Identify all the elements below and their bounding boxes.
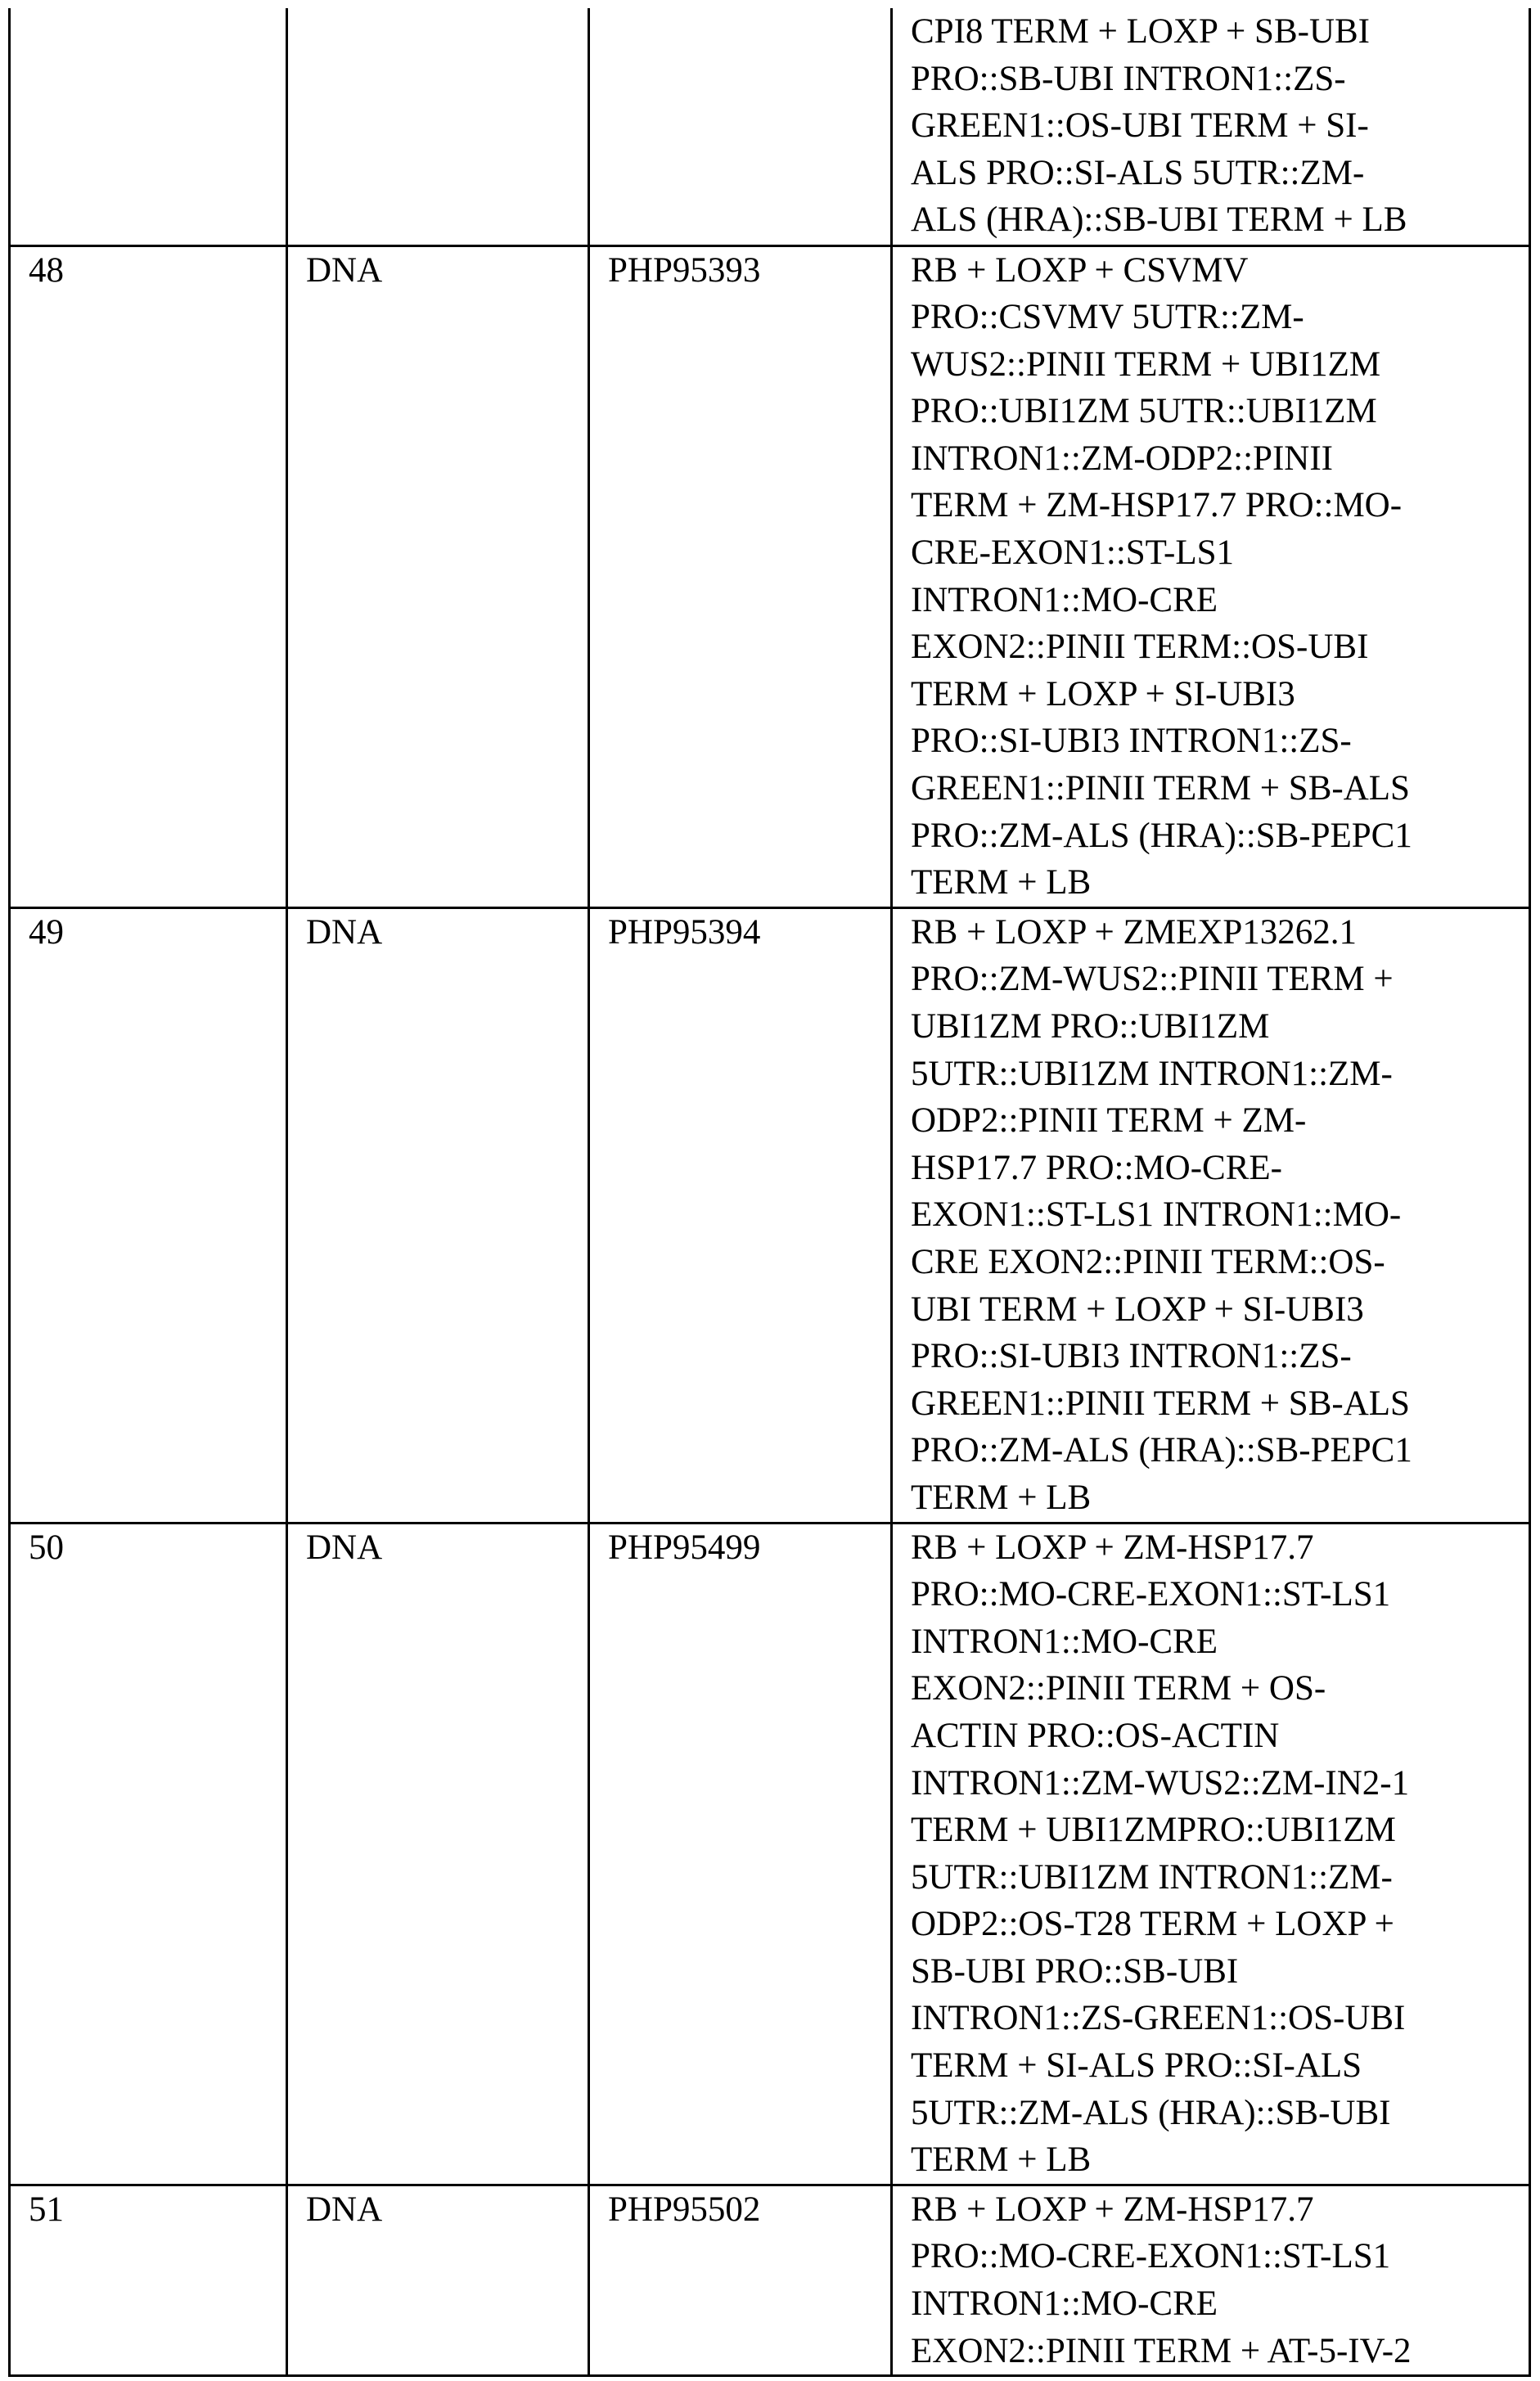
description-cell — [892, 245, 1530, 907]
table-row — [10, 2185, 1530, 2375]
seq-id-cell: 51 — [10, 2185, 287, 2375]
description-line: 5UTR::UBI1ZM INTRON1::ZM- — [911, 1857, 1393, 1897]
sequence-table — [8, 8, 1531, 2377]
description-line: GREEN1::OS-UBI TERM + SI- — [911, 106, 1369, 146]
description-line: RB + LOXP + ZM-HSP17.7 — [911, 2190, 1314, 2229]
description-line: PRO::ZM-ALS (HRA)::SB-PEPC1 — [911, 1431, 1412, 1470]
description-line: EXON1::ST-LS1 INTRON1::MO- — [911, 1195, 1402, 1235]
description-line: UBI TERM + LOXP + SI-UBI3 — [911, 1290, 1364, 1329]
type-cell: DNA — [287, 245, 589, 907]
description-line: ALS (HRA)::SB-UBI TERM + LB — [911, 200, 1407, 240]
name-cell: PHP95499 — [589, 1523, 892, 2185]
description-cell — [892, 8, 1530, 245]
table-row — [10, 8, 1530, 245]
description-line: ALS PRO::SI-ALS 5UTR::ZM- — [911, 153, 1365, 192]
description-cell — [892, 1523, 1530, 2185]
description-line: INTRON1::MO-CRE — [911, 2284, 1218, 2324]
name-cell: PHP95394 — [589, 907, 892, 1523]
description-line: EXON2::PINII TERM + OS- — [911, 1669, 1326, 1708]
description-line: ACTIN PRO::OS-ACTIN — [911, 1716, 1280, 1755]
description-line: INTRON1::MO-CRE — [911, 580, 1218, 619]
description-line: ODP2::PINII TERM + ZM- — [911, 1101, 1307, 1141]
description-line: EXON2::PINII TERM::OS-UBI — [911, 628, 1369, 667]
table-row — [10, 1523, 1530, 2185]
description-line: UBI1ZM PRO::UBI1ZM — [911, 1007, 1270, 1046]
description-line: 5UTR::UBI1ZM INTRON1::ZM- — [911, 1054, 1393, 1093]
name-cell: PHP95502 — [589, 2185, 892, 2375]
description-line: PRO::MO-CRE-EXON1::ST-LS1 — [911, 2237, 1391, 2276]
description-line: CRE-EXON1::ST-LS1 — [911, 533, 1234, 573]
description-line: TERM + SI-ALS PRO::SI-ALS — [911, 2046, 1362, 2086]
seq-id-cell: 48 — [10, 245, 287, 907]
description-line: TERM + ZM-HSP17.7 PRO::MO- — [911, 486, 1403, 525]
description-line: PRO::SI-UBI3 INTRON1::ZS- — [911, 1337, 1352, 1376]
table-row — [10, 245, 1530, 907]
description-line: INTRON1::ZM-ODP2::PINII — [911, 439, 1333, 478]
description-line: INTRON1::ZS-GREEN1::OS-UBI — [911, 1999, 1406, 2038]
description-cell — [892, 907, 1530, 1523]
description-line: CRE EXON2::PINII TERM::OS- — [911, 1242, 1385, 1281]
type-cell: DNA — [287, 1523, 589, 2185]
description-line: PRO::ZM-ALS (HRA)::SB-PEPC1 — [911, 816, 1412, 855]
type-cell: DNA — [287, 907, 589, 1523]
description-line: 5UTR::ZM-ALS (HRA)::SB-UBI — [911, 2093, 1391, 2132]
description-line: TERM + LB — [911, 2140, 1092, 2180]
description-line: ODP2::OS-T28 TERM + LOXP + — [911, 1905, 1394, 1944]
description-line: CPI8 TERM + LOXP + SB-UBI — [911, 12, 1370, 51]
description-line: TERM + LOXP + SI-UBI3 — [911, 674, 1295, 713]
description-line: PRO::SB-UBI INTRON1::ZS- — [911, 59, 1346, 98]
description-cell — [892, 2185, 1530, 2375]
description-line: PRO::UBI1ZM 5UTR::UBI1ZM — [911, 392, 1377, 431]
description-line: GREEN1::PINII TERM + SB-ALS — [911, 769, 1410, 808]
seq-id-cell: 50 — [10, 1523, 287, 2185]
description-line: TERM + LB — [911, 863, 1092, 902]
seq-id-cell: 49 — [10, 907, 287, 1523]
name-cell — [589, 8, 892, 245]
description-line: EXON2::PINII TERM + AT-5-IV-2 — [911, 2331, 1412, 2370]
table-row — [10, 907, 1530, 1523]
description-line: RB + LOXP + ZM-HSP17.7 — [911, 1528, 1314, 1567]
description-line: RB + LOXP + ZMEXP13262.1 — [911, 912, 1358, 952]
description-line: INTRON1::MO-CRE — [911, 1622, 1218, 1661]
description-line: TERM + UBI1ZMPRO::UBI1ZM — [911, 1811, 1396, 1850]
description-line: PRO::MO-CRE-EXON1::ST-LS1 — [911, 1575, 1391, 1614]
description-line: SB-UBI PRO::SB-UBI — [911, 1951, 1239, 1991]
description-line: HSP17.7 PRO::MO-CRE- — [911, 1148, 1282, 1187]
description-line: TERM + LB — [911, 1478, 1092, 1517]
description-line: PRO::CSVMV 5UTR::ZM- — [911, 298, 1304, 337]
type-cell — [287, 8, 589, 245]
description-line: WUS2::PINII TERM + UBI1ZM — [911, 344, 1381, 384]
description-line: PRO::ZM-WUS2::PINII TERM + — [911, 960, 1394, 999]
description-line: RB + LOXP + CSVMV — [911, 250, 1249, 290]
description-line: GREEN1::PINII TERM + SB-ALS — [911, 1384, 1410, 1423]
seq-id-cell — [10, 8, 287, 245]
type-cell: DNA — [287, 2185, 589, 2375]
description-line: INTRON1::ZM-WUS2::ZM-IN2-1 — [911, 1763, 1410, 1803]
name-cell: PHP95393 — [589, 245, 892, 907]
description-line: PRO::SI-UBI3 INTRON1::ZS- — [911, 722, 1352, 761]
